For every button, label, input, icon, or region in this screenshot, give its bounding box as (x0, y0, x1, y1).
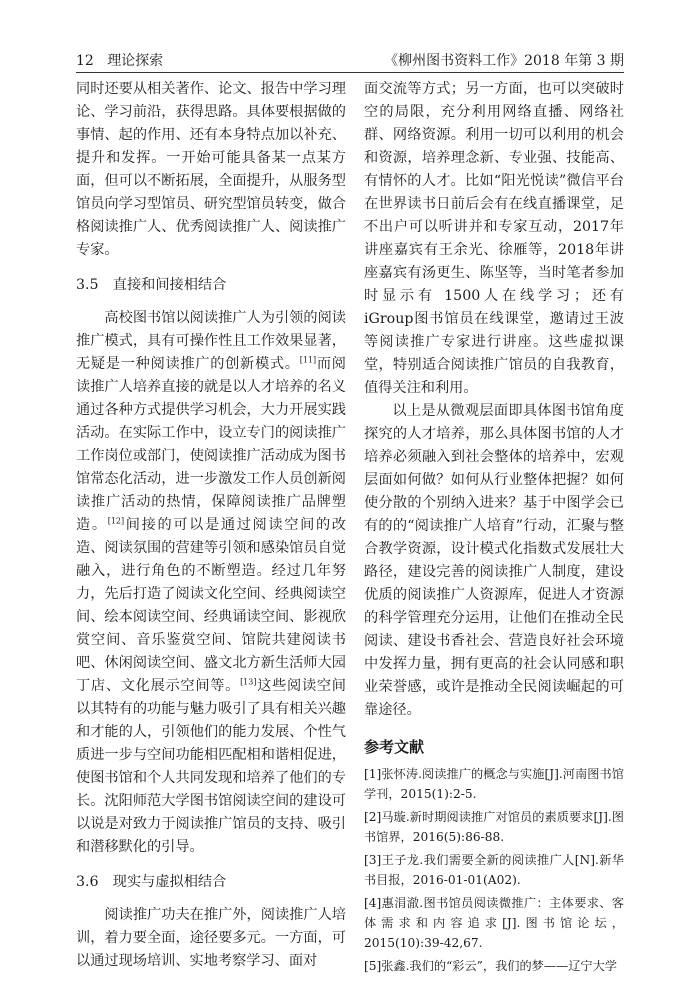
citation: [11] (299, 355, 317, 365)
paragraph-macro: 以上是从微观层面即具体图书馆角度探究的人才培养，那么具体图书馆的人才培养必须融入到社会整体的培养中，宏观层面如何做？如何从行业整体把握？如何使分散的个别纳入进来？基于中图学会已有的的“阅读推广人培育”行动，汇聚与整合教学资源，设计模式化指数式发展壮大路径，建设完善的阅读推广人制度，建设优质的阅读推广人资源库，促进人才资源的科学管理充分运用，让他们在推动全民阅读、建设书香社会、营造良好社会环境中发挥力量，拥有更高的社会认同感和职业荣誉感，或许是推动全民阅读崛起的可靠途径。 (364, 403, 624, 718)
paragraph-real-virtual: 阅读推广功夫在推广外，阅读推广人培训，着力要全面，途径要多元。一方面，可以通过现场培训、实地考察学习、面对 (76, 907, 346, 969)
reference-item: [5]张鑫.我们的“彩云”，我们的梦——辽宁大学 (364, 959, 617, 973)
reference-item: [3]王子龙.我们需要全新的阅读推广人[N].新华书目报，2016-01-01(A02). (364, 853, 624, 887)
text-segment: 而阅读推广人培养直接的就是以人才培养的名义通过各种方式提供学习机会，大力开展实践活动。在实际工作中，设立专门的阅读推广工作岗位或部门，使阅读推广活动成为图书馆常态化活动，进一步激发工作人员创新阅读推广活动的热情，保障阅读推广品牌塑造。 (76, 356, 346, 533)
paragraph-direct-indirect (76, 307, 346, 859)
citation: [12] (107, 516, 125, 526)
page-number: 12 (76, 53, 94, 69)
paragraph-continued: 同时还要从相关著作、论文、报告中学习理论、学习前沿，获得思路。具体要根据做的事情、起的作用、还有本身特点加以补充、提升和发挥。一开始可能具备某一点某方面，但可以不断拓展，全面提升，从服务型馆员向学习型馆员、研究型馆员转变，做合格阅读推广人、优秀阅读推广人、阅读推广专家。 (76, 81, 346, 258)
reference-item: [1]张怀涛.阅读推广的概念与实施[J].河南图书馆学刊，2015(1):2-5. (364, 767, 624, 801)
citation: [13] (240, 677, 257, 687)
text-segment: 高校图书馆以阅读推广人为引领的阅读推广模式，具有可操作性且工作效果显著，无疑是一种阅读推广的创新模式。 (76, 310, 346, 372)
reference-item: [2]马璇.新时期阅读推广对馆员的素质要求[J].图书馆界，2016(5):86-88. (364, 810, 624, 844)
journal-info: 《柳州图书资料工作》2018 年第 3 期 (384, 53, 624, 69)
right-column (364, 78, 624, 979)
paragraph-continued: 面交流等方式；另一方面，也可以突破时空的局限，充分利用网络直播、网络社群、网络资源。利用一切可以利用的机会和资源，培养理念新、专业强、技能高、有情怀的人才。比如“阳光悦读”微信平台在世界读书日前后会有在线直播课堂，足不出户可以听讲并和专家互动，2017年讲座嘉宾有王余光、徐雁等，2018年讲座嘉宾有汤更生、陈坚等，当时笔者参加时显示有 1500人在线学习；还有 iGroup图书馆员在线课堂，邀请过王波等阅读推广专家进行讲座。这些虚拟课堂，特别适合阅读推广馆员的自我教育，值得关注和利用。 (364, 81, 624, 396)
text-segment: 这些阅读空间以其特有的功能与魅力吸引了具有相关兴趣和才能的人，引领他们的能力发展、个性气质进一步与空间功能相匹配相和谐相促进，使图书馆和个人共同发现和培养了他们的专长。沈阳师范大学图书馆阅读空间的建设可以说是对致力于阅读推广馆员的支持、吸引和潜移默化的引导。 (76, 678, 346, 855)
reference-item: [4]惠涓澈.图书馆员阅读微推广：主体要求、客体需求和内容追求[J].图书馆论坛，2015(10):39-42,67. (364, 896, 624, 950)
references-heading: 参考文献 (364, 738, 425, 756)
section-heading-3-5: 3.5 直接和间接相结合 (76, 277, 227, 293)
text-segment: 间接的可以是通过阅读空间的改造、阅读氛围的营建等引领和感染馆员自觉融入，进行角色的不断塑造。经过几年努力，先后打造了阅读文化空间、经典阅读空间、绘本阅读空间、经典诵读空间、影视欣赏空间、音乐鉴赏空间、馆院共建阅读书吧、休闲阅读空间、盛文北方新生活师大园丁店、文化展示空间等。 (76, 517, 346, 694)
left-column (76, 78, 346, 973)
header-left (76, 50, 163, 70)
references-list (364, 764, 624, 976)
running-header (76, 48, 624, 70)
section-heading-3-6: 3.6 现实与虚拟相结合 (76, 874, 227, 890)
section-name: 理论探索 (107, 53, 164, 69)
header-divider (76, 72, 624, 73)
